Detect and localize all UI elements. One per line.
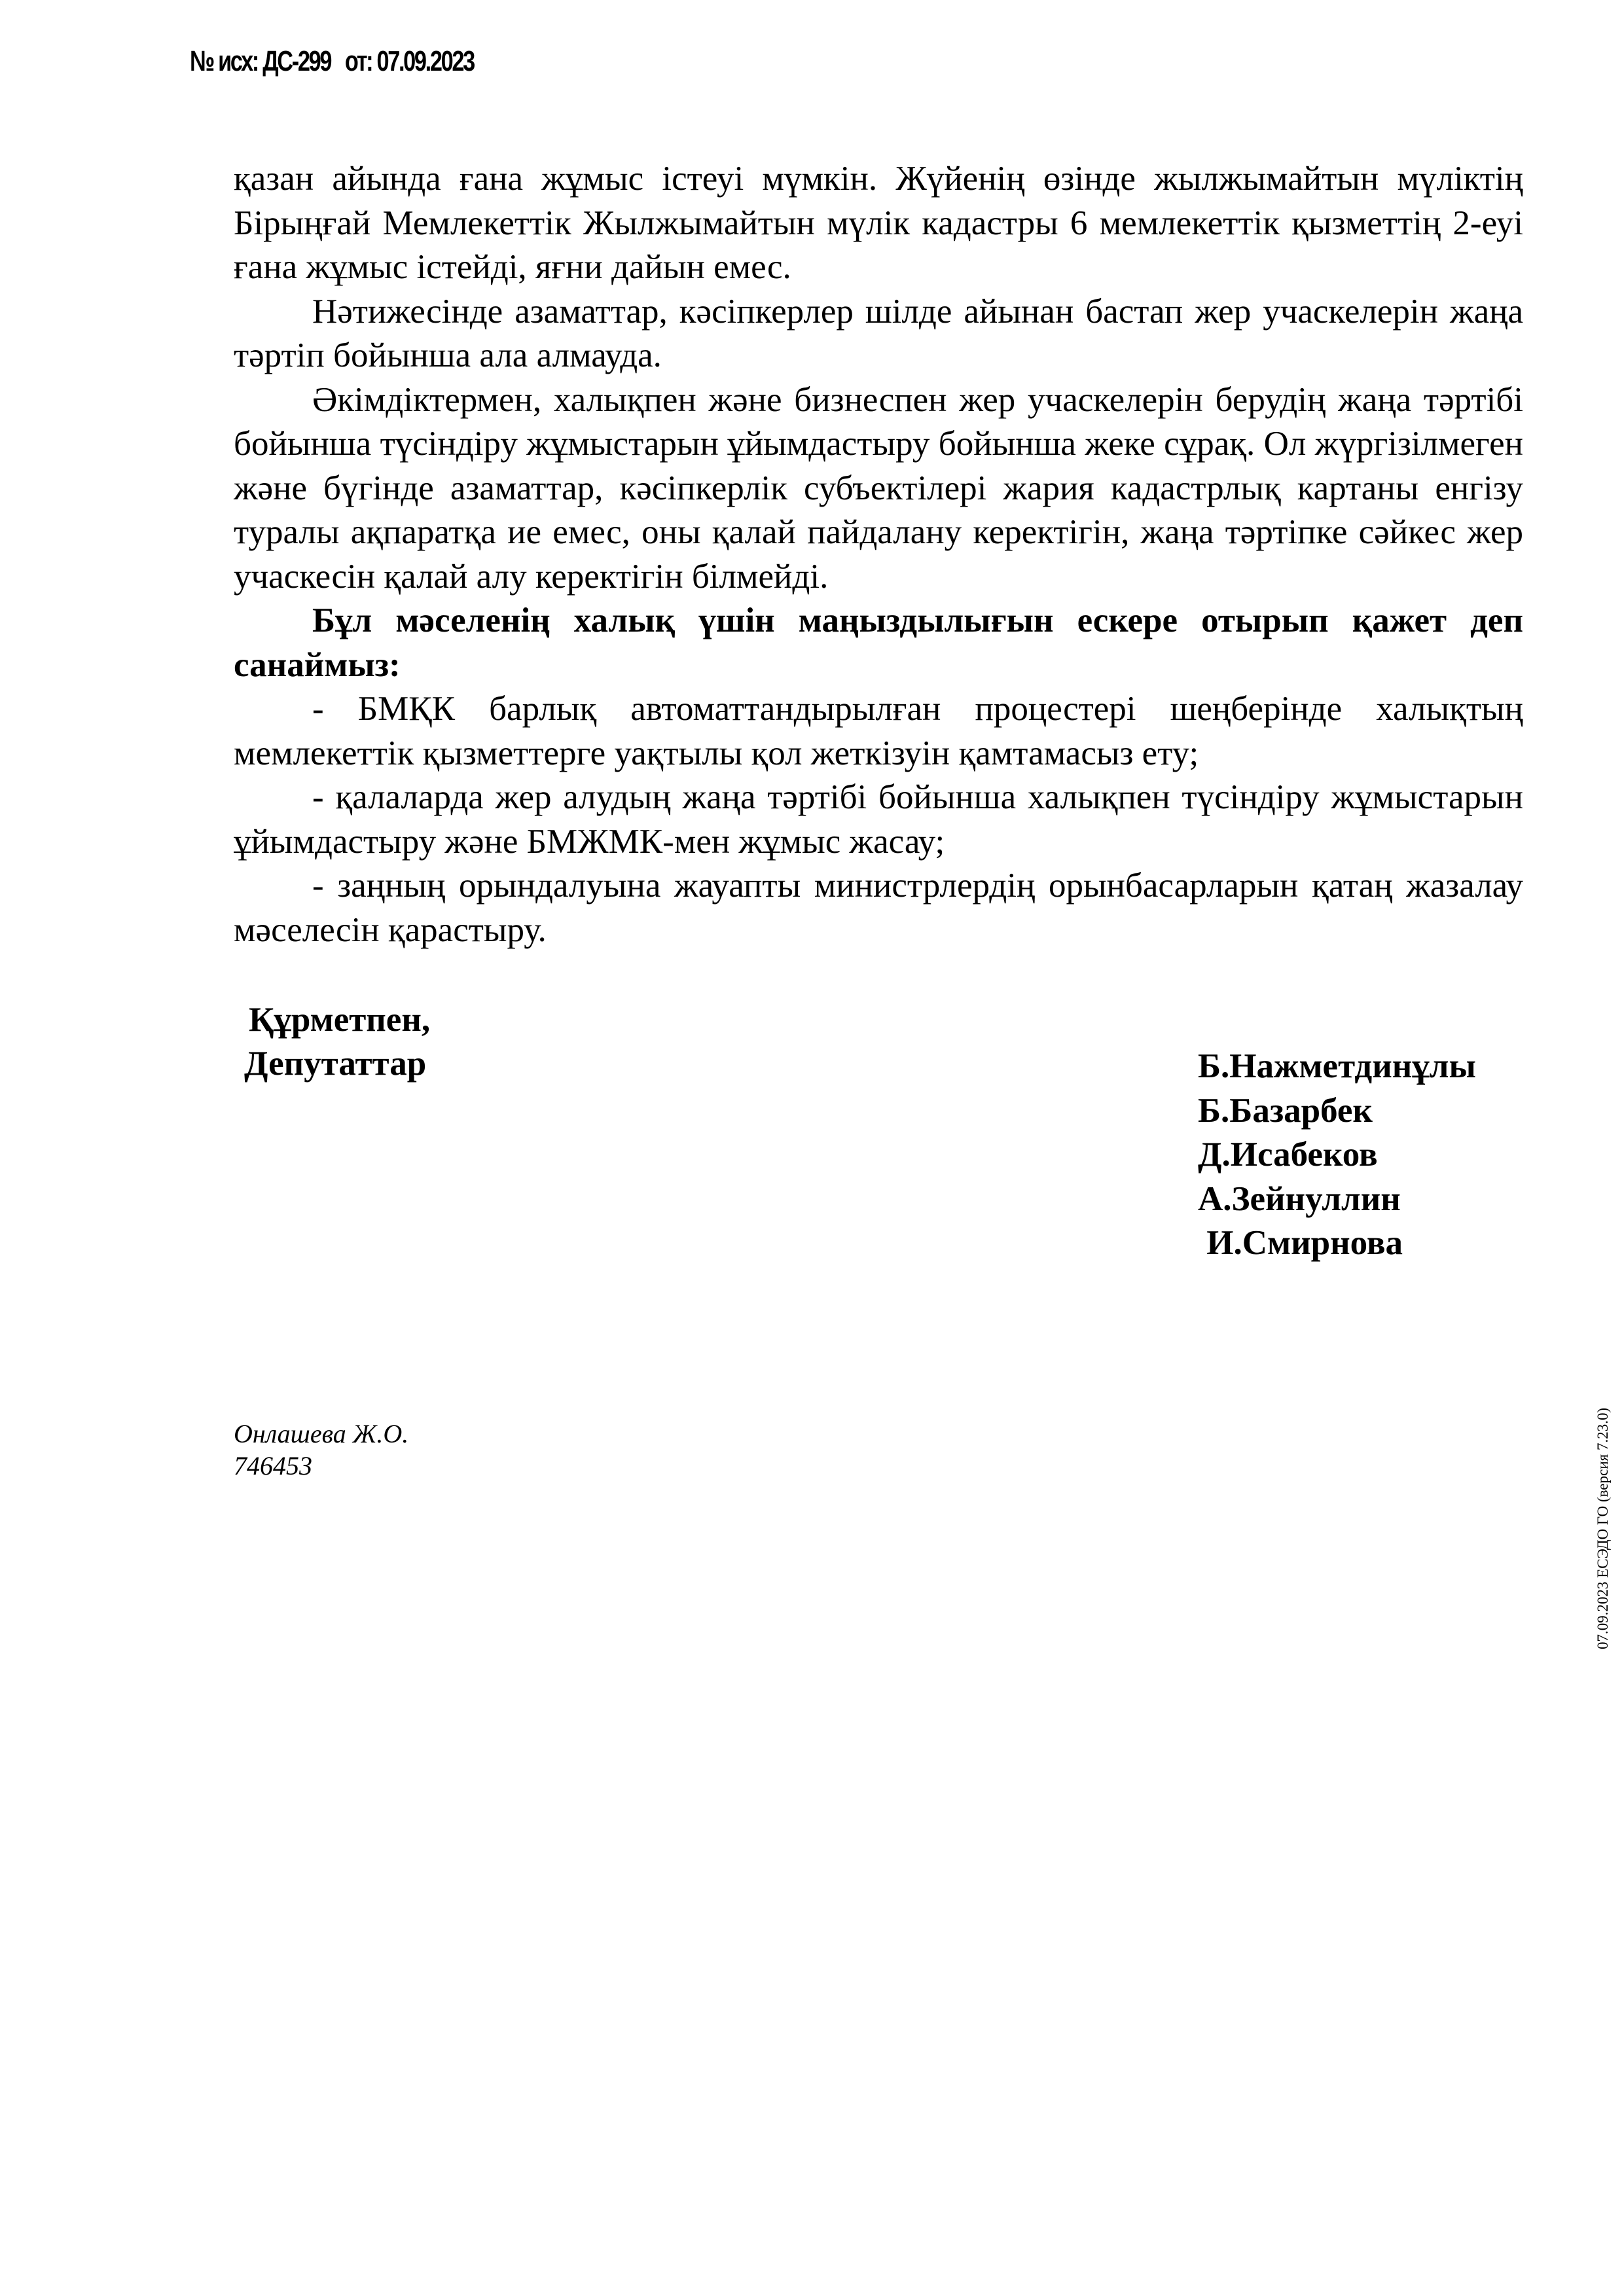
signatory-name: А.Зейнуллин xyxy=(1198,1179,1401,1218)
signatory-name: И.Смирнова xyxy=(1198,1224,1403,1262)
request-item-2: - қалаларда жер алудың жаңа тәртібі бойынша халықпен түсіндіру жұмыстарын ұйымдастыру және БМЖМК-мен жұмыс жасау; xyxy=(234,778,1523,861)
closing-block xyxy=(244,998,431,1086)
paragraph-result: Нәтижесінде азаматтар, кәсіпкерлер шілде айынан бастап жер учаскелерін жаңа тәртіп бойынша ала алмауда. xyxy=(234,292,1523,374)
signatory-list xyxy=(1198,1045,1476,1266)
executor-name: Онлашева Ж.О. xyxy=(234,1419,409,1448)
closing-role: Депутаттар xyxy=(244,1045,427,1083)
edms-side-stamp: 07.09.2023 ЕСЭДО ГО (версия 7.23.0) xyxy=(1595,1407,1611,1649)
signatory-name: Б.Базарбек xyxy=(1198,1091,1373,1130)
registration-date: от: 07.09.2023 xyxy=(344,45,474,77)
request-item-1: - БМҚК барлық автоматтандырылған процестері шеңберінде халықтың мемлекеттік қызметтерге уақтылы қол жеткізуін қамтамасыз ету; xyxy=(234,690,1523,772)
closing-salutation: Құрметпен, xyxy=(249,1001,431,1039)
signatory-name: Д.Исабеков xyxy=(1198,1136,1378,1174)
paragraph-explanation: Әкімдіктермен, халықпен және бизнеспен жер учаскелерін берудің жаңа тәртібі бойынша түсіндіру жұмыстарын ұйымдастыру бойынша жеке сұрақ. Ол жүргізілмеген және бүгінде азаматтар, кәсіпкерлік субъектілері жария кадастрлық картаны енгізу туралы ақпаратқа ие емес, оны қалай пайдалану керектігін, жаңа тәртіпке сәйкес жер учаскесін қалай алу керектігін білмейді. xyxy=(234,380,1523,596)
letter-body xyxy=(234,157,1523,952)
signatory-name: Б.Нажметдинұлы xyxy=(1198,1047,1476,1085)
request-item-3: - заңның орындалуына жауапты министрлердің орынбасарларын қатаң жазалау мәселесін қарастыру. xyxy=(234,867,1523,949)
paragraph-request-heading: Бұл мәселенің халық үшін маңыздылығын ескере отырып қажет деп санаймыз: xyxy=(234,601,1523,684)
executor-block xyxy=(234,1418,408,1482)
paragraph-continuation: қазан айында ғана жұмыс істеуі мүмкін. Жүйенің өзінде жылжымайтын мүліктің Бірыңғай Мемлекеттік Жылжымайтын мүлік кадастры 6 мемлекеттік қызметтің 2-еуі ғана жұмыс істейді, яғни дайын емес. xyxy=(234,160,1523,286)
executor-phone: 746453 xyxy=(234,1451,312,1480)
registration-prefix: № исх: ДС-299 xyxy=(190,45,331,77)
registration-number xyxy=(190,46,474,77)
